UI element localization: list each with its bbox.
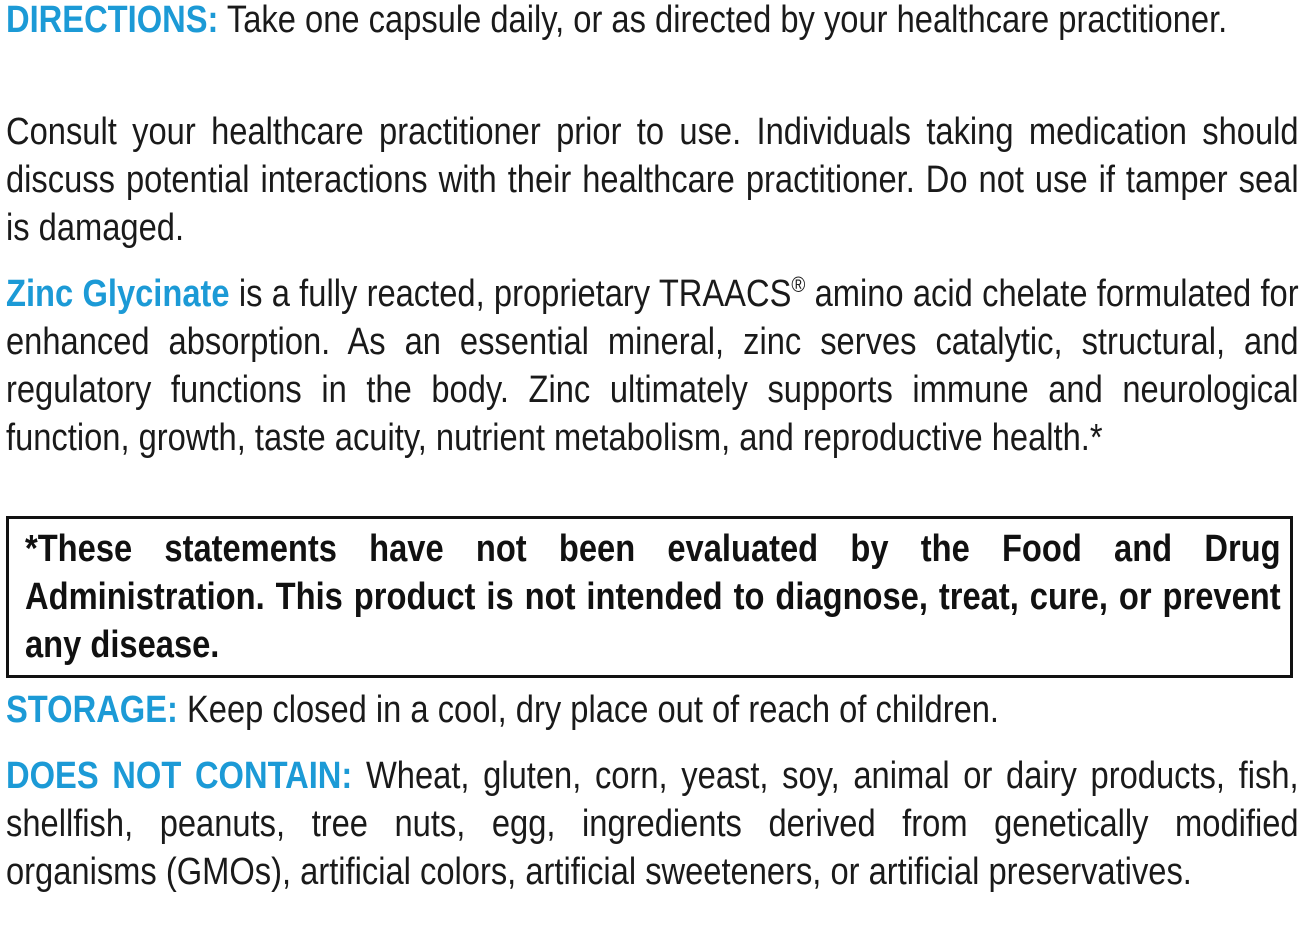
storage-paragraph <box>6 686 1299 734</box>
fda-disclaimer-text: *These statements have not been evaluated by the Food and Drug Administration. This product is not intended to diagnose, treat, cure, or prevent any disease. <box>25 528 1281 666</box>
does-not-contain-text: Wheat, gluten, corn, yeast, soy, animal or dairy products, fish, shellfish, peanuts, tree nuts, egg, ingredients derived from genetically modified organisms (GMOs), artificial colors, artificial sweeteners, or artificial preservatives. <box>6 755 1299 893</box>
product-description-paragraph <box>6 270 1299 462</box>
does-not-contain-paragraph <box>6 752 1299 896</box>
product-description-text-1: is a fully reacted, proprietary TRAACS <box>229 273 792 315</box>
storage-label: STORAGE: <box>6 689 178 731</box>
consult-text: Consult your healthcare practitioner prior to use. Individuals taking medication should discuss potential interactions with their healthcare practitioner. Do not use if tamper seal is damaged. <box>6 111 1299 249</box>
registered-trademark-mark: ® <box>791 272 806 297</box>
does-not-contain-label: DOES NOT CONTAIN: <box>6 755 353 797</box>
product-name: Zinc Glycinate <box>6 273 230 315</box>
directions-paragraph <box>6 0 1299 44</box>
storage-text: Keep closed in a cool, dry place out of reach of children. <box>177 689 1000 731</box>
directions-text: Take one capsule daily, or as directed by your healthcare practitioner. <box>218 0 1228 41</box>
consult-paragraph <box>6 108 1299 252</box>
directions-label: DIRECTIONS: <box>6 0 219 41</box>
fda-disclaimer-box <box>6 516 1293 678</box>
product-description-text-2: amino acid chelate formulated for enhanced absorption. As an essential mineral, zinc serves catalytic, structural, and regulatory functions in the body. Zinc ultimately supports immune and neurological function, growth, taste acuity, nutrient metabolism, and reproductive health.* <box>6 273 1299 459</box>
